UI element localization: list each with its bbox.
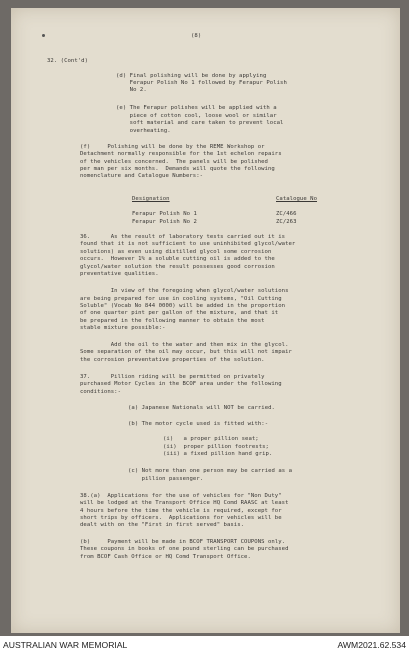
para-38a-line-5: dealt with on the "First in first served" basis.	[80, 522, 245, 528]
para-36-line-2: found that it is not sufficient to use uninhibited glycol/water	[80, 241, 296, 247]
table-header-catalogue: Catalogue No	[276, 196, 318, 202]
para-36b-line-2: are being prepared for use in cooling systems, "Oil Cutting	[80, 296, 282, 302]
para-f-line-1: (f) Polishing will be done by the REME Workshop or	[80, 144, 265, 150]
table-row-1-catalogue: ZC/466	[276, 211, 297, 217]
para-36b-line-3: Soluble" (Vocab No 844 0000) will be added in the proportion	[80, 303, 286, 309]
para-e-line-1: (e) The Ferapur polishes will be applied with a	[116, 105, 277, 111]
para-37b: (b) The motor cycle used is fitted with:-	[128, 421, 269, 427]
para-38a-line-4: short trips by officers. Applications for vehicles will be	[80, 515, 282, 521]
para-36c-line-2: Some separation of the oil may occur, but this will not impair	[80, 349, 292, 355]
table-row-1-designation: Ferapur Polish No 1	[132, 211, 197, 217]
para-37b-item-1: (i) a proper pillion seat;	[163, 436, 259, 442]
para-d-line-2: Ferapur Polish No 1 followed by Ferapur Polish	[116, 80, 287, 86]
para-37b-item-3: (iii) a fixed pillion hand grip.	[163, 451, 273, 457]
punch-hole	[42, 34, 45, 37]
para-37b-item-2: (ii) proper pillion footrests;	[163, 444, 269, 450]
para-38a-line-3: 4 hours before the time the vehicle is required, except for	[80, 508, 282, 514]
para-37-line-1: 37. Pillion riding will be permitted on privately	[80, 374, 265, 380]
footer-source: AUSTRALIAN WAR MEMORIAL	[3, 640, 128, 650]
para-38a-line-2: will be lodged at the Transport Office HQ Comd RAASC at least	[80, 500, 289, 506]
para-37-line-3: conditions:-	[80, 389, 122, 395]
para-e-line-3: soft material and care taken to prevent local	[116, 120, 284, 126]
para-36-line-6: preventative qualities.	[80, 271, 159, 277]
para-36-line-5: glycol/water solution the result possesses good corrosion	[80, 264, 275, 270]
para-38a-line-1: 38.(a) Applications for the use of vehicles for "Non Duty"	[80, 493, 282, 499]
table-row-2-designation: Ferapur Polish No 2	[132, 219, 197, 225]
para-f-line-4: per man per six months. Demands will quote the following	[80, 166, 275, 172]
para-36b-line-4: of one quarter pint per gallon of the mixture, and that it	[80, 310, 279, 316]
para-f-line-2: Detachment normally responsible for the 1st echelon repairs	[80, 151, 282, 157]
section-heading: 32. (Cont'd)	[47, 58, 89, 64]
para-36b-line-1: In view of the foregoing when glycol/water solutions	[80, 288, 289, 294]
para-e-line-4: overheating.	[116, 128, 171, 134]
para-36-line-1: 36. As the result of laboratory tests carried out it is	[80, 234, 286, 240]
para-f-line-3: of the vehicles concerned. The panels will be polished	[80, 159, 268, 165]
para-36-line-4: occurs. However 1% a soluble cutting oil is added to the	[80, 256, 275, 262]
para-36b-line-5: be prepared in the following manner to obtain the most	[80, 318, 265, 324]
para-37-line-2: purchased Motor Cycles in the BCOF area under the following	[80, 381, 282, 387]
para-36-line-3: solutions) as even using distilled glycol some corrosion	[80, 249, 272, 255]
footer-accession-number: AWM2021.62.534	[337, 640, 406, 650]
para-36c-line-3: the corrosion preventative properties of the solution.	[80, 357, 265, 363]
para-37c-line-2: pillion passenger.	[128, 476, 204, 482]
para-f-line-5: nomenclature and Catalogue Numbers:-	[80, 173, 204, 179]
para-38b-line-2: These coupons in books of one pound sterling can be purchased	[80, 546, 289, 552]
para-37a: (a) Japanese Nationals will NOT be carried.	[128, 405, 275, 411]
para-36c-line-1: Add the oil to the water and then mix in the glycol.	[80, 342, 289, 348]
para-38b-line-3: from BCOF Cash Office or HQ Comd Transport Office.	[80, 554, 251, 560]
para-36b-line-6: stable mixture possible:-	[80, 325, 166, 331]
para-37c-line-1: (c) Not more than one person may be carried as a	[128, 468, 293, 474]
table-row-2-catalogue: ZC/263	[276, 219, 297, 225]
page-number: (8)	[191, 33, 202, 39]
para-d-line-3: No 2.	[116, 87, 147, 93]
para-38b-line-1: (b) Payment will be made in BCOF TRANSPORT COUPONS only.	[80, 539, 286, 545]
para-e-line-2: piece of cotton cool, loose wool or similar	[116, 113, 277, 119]
para-d-line-1: (d) Final polishing will be done by applying	[116, 73, 267, 79]
table-header-designation: Designation	[132, 196, 170, 202]
